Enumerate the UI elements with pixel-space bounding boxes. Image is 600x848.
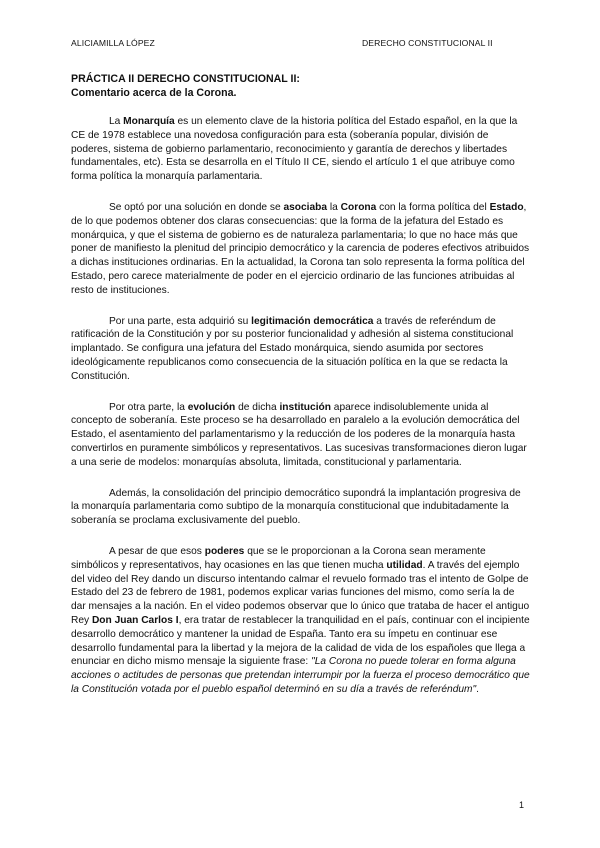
p5-text-a: Además, la consolidación del principio democrático supondrá la implantación progresiva de la monarquía parlamentaria como subtipo de la monarquía constitucional que indubitadamente la soberanía se proclama exclusivamente del pueblo. [71, 487, 521, 527]
p2-text-d: con la forma política del [376, 201, 490, 213]
header-course: DERECHO CONSTITUCIONAL II [362, 38, 493, 48]
p2-text-e: , de lo que podemos obtener dos claras consecuencias: que la forma de la jefatura del Estado es monárquica, y que el sistema de gobierno es de naturaleza parlamentaria; lo que no hace más que poner de manifiesto la plenitud del principio democrático y la carencia de poderes efectivos atribuidos a dichas instituciones ordinarias. En la actualidad, la Corona tan solo representa la forma política del Estado, pero carece materialmente de poder en el ejercicio ordinario de las funciones atribuidas al resto de instituciones. [71, 201, 530, 296]
p4-text-a: Por otra parte, la [109, 401, 188, 413]
p6-bold-rey: Don Juan Carlos I [91, 614, 179, 626]
p4-bold-institucion: institución [279, 401, 331, 413]
paragraph-3 [71, 315, 530, 384]
p6-text-d: . A través del ejemplo del video del Rey dando un discurso intentando calmar el revuelo formado tras el intento de Golpe de Estado del 23 de febrero de 1981, podemos explicar varias funciones del mismo, como sería la de dar mensajes a la nación. En el video podemos observar que lo único que trataba de hacer el antiguo Rey [71, 559, 530, 626]
document-body [71, 115, 530, 714]
p4-text-d: aparece indisolublemente unida al concepto de soberanía. Este proceso se ha desarrollado en paralelo a la evolución democrática del Estado, el asentamiento del parlamentarismo y la reducción de los poderes de la monarquía hasta convertirlos en puramente simbólicos y representativos. Las sucesivas transformaciones dieron lugar a una serie de modelos: monarquías absoluta, limitada, constitucional y parlamentaria. [71, 401, 527, 468]
paragraph-5 [71, 487, 530, 528]
p1-bold-monarquia: Monarquía [123, 116, 175, 127]
p3-text-a: Por una parte, esta adquirió su [109, 315, 252, 327]
p6-text-f: . [476, 683, 479, 695]
p6-text-e: , era tratar de restablecer la tranquilidad en el país, continuar con el incipiente desarrollo democrático y mantener la unidad de España. Tanto era su ímpetu en continuar ese desarrollo fundamental para la libertad y la mejora de la calidad de vida de los españoles que llega a enunciar en dicho mismo mensaje la siguiente frase: [71, 614, 530, 668]
p4-bold-evolucion: evolución [187, 401, 236, 413]
p2-bold-asociaba: asociaba [283, 201, 328, 213]
document-title [71, 72, 300, 100]
p6-quote: "La Corona no puede tolerar en forma alguna acciones o actitudes de personas que pretendan interrumpir por la fuerza el proceso democrático que la Constitución votada por el pueblo español determinó en su día a través de referéndum" [71, 656, 530, 695]
p3-text-c: a través de referéndum de ratificación de la Constitución y por su posterior funcionalidad y adhesión al sistema constitucional implantado. Se configura una jefatura del Estado monárquica, siendo asumida por sectores ideológicamente republicanos como consecuencia de la situación política en la que se redacta la Constitución. [71, 315, 514, 382]
title-line-2: Comentario acerca de la Corona. [71, 87, 237, 99]
p6-text-c: que se le proporcionan a la Corona sean meramente simbólicos y representativos, hay ocasiones en las que tienen mucha [71, 545, 486, 571]
p6-bold-utilidad: utilidad [386, 559, 423, 571]
p1-text-c: es un elemento clave de la historia política del Estado español, en la que la CE de 1978 establece una novedosa configuración para esta (soberanía popular, división de poderes, sistema de gobierno parlamentario, reconocimiento y garantía de derechos y libertades fundamentales, etc). Esta se desarrolla en el Título II CE, siendo el artículo 1 el que atribuye como forma política la monarquía parlamentaria. [71, 116, 518, 183]
page-number: 1 [518, 800, 524, 810]
header-author: ALICIAMILLA LÓPEZ [71, 38, 155, 48]
p2-bold-corona: Corona [340, 201, 377, 213]
p3-bold-legitimacion: legitimación democrática [251, 315, 374, 327]
p6-text-a: A pesar de que esos [109, 545, 205, 557]
title-line-1: PRÁCTICA II DERECHO CONSTITUCIONAL II: [71, 73, 300, 85]
paragraph-1 [71, 115, 530, 184]
paragraph-4 [71, 401, 530, 470]
p1-text-a: La [109, 116, 124, 127]
paragraph-6 [71, 545, 530, 697]
p6-bold-poderes: poderes [204, 545, 245, 557]
p4-text-c: de dicha [235, 401, 280, 413]
paragraph-2 [71, 201, 530, 298]
p2-text-c: la [327, 201, 341, 213]
p2-bold-estado: Estado [489, 201, 524, 213]
p2-text-a: Se optó por una solución en donde se [109, 201, 284, 213]
